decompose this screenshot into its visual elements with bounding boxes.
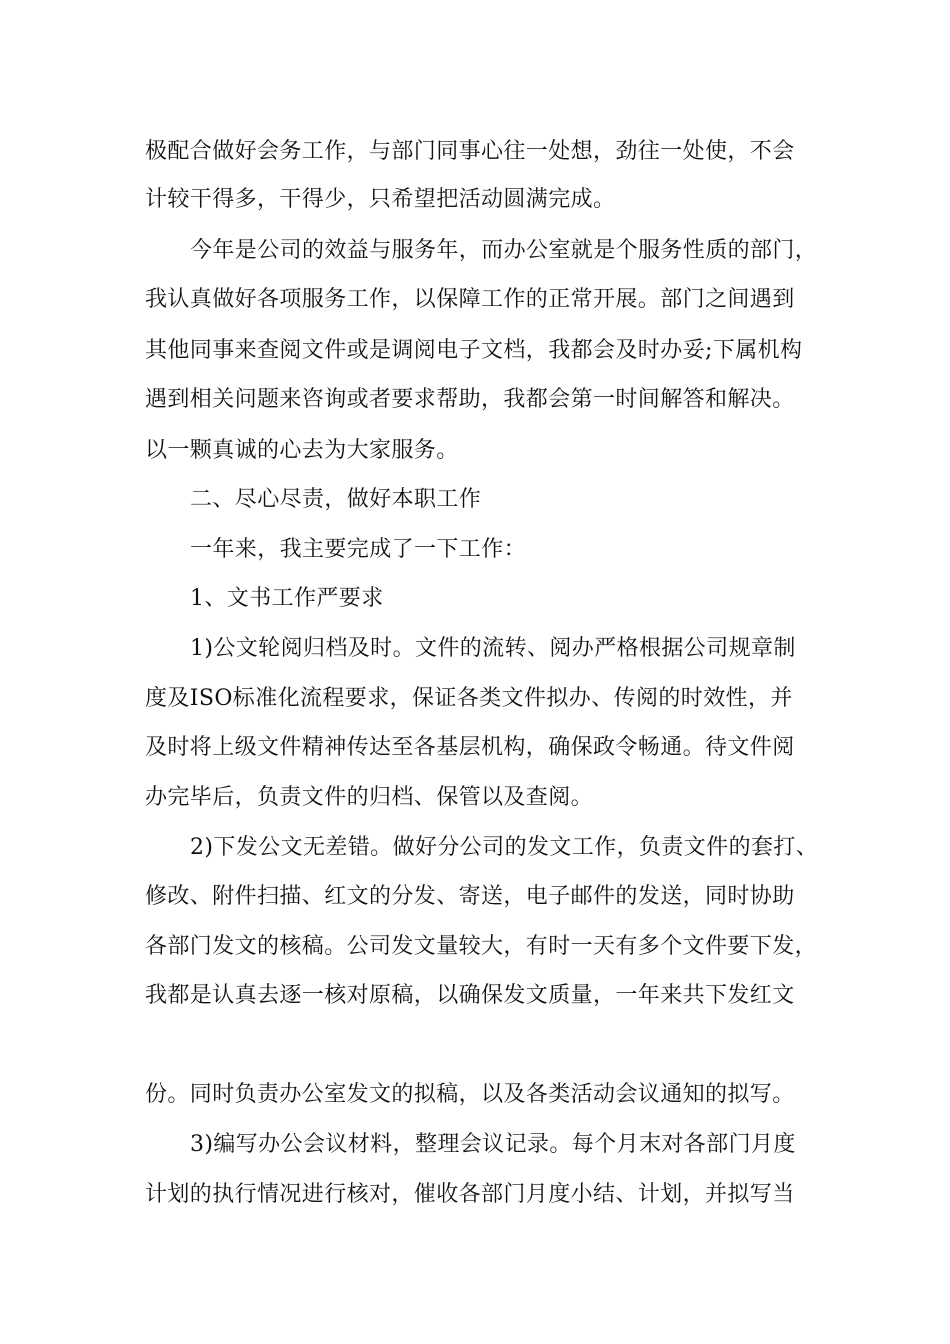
- text-line: 3)编写办公会议材料，整理会议记录。每个月末对各部门月度: [190, 1132, 796, 1157]
- section-heading: 二、尽心尽责，做好本职工作: [190, 487, 482, 512]
- text-line: 极配合做好会务工作，与部门同事心往一处想，劲往一处使，不会: [145, 139, 795, 164]
- text-line: 及时将上级文件精神传达至各基层机构，确保政令畅通。待文件阅: [145, 735, 795, 760]
- text-line: 度及ISO标准化流程要求，保证各类文件拟办、传阅的时效性，并: [145, 686, 793, 711]
- text-line: 今年是公司的效益与服务年，而办公室就是个服务性质的部门，: [190, 238, 818, 263]
- text-line: 其他同事来查阅文件或是调阅电子文档，我都会及时办妥;下属机构: [145, 338, 803, 363]
- text-line: 遇到相关问题来咨询或者要求帮助，我都会第一时间解答和解决。: [145, 387, 795, 412]
- text-line: 计划的执行情况进行核对，催收各部门月度小结、计划，并拟写当: [145, 1182, 795, 1207]
- text-line: 我都是认真去逐一核对原稿，以确保发文质量，一年来共下发红文: [145, 983, 795, 1008]
- text-line: 2)下发公文无差错。做好分公司的发文工作，负责文件的套打、: [190, 835, 819, 860]
- text-line: 我认真做好各项服务工作，以保障工作的正常开展。部门之间遇到: [145, 287, 795, 312]
- text-line: 以一颗真诚的心去为大家服务。: [145, 438, 459, 463]
- text-line: 修改、附件扫描、红文的分发、寄送，电子邮件的发送，同时协助: [145, 884, 795, 909]
- text-line: 一年来，我主要完成了一下工作：: [190, 537, 527, 562]
- text-line: 计较干得多，干得少，只希望把活动圆满完成。: [145, 187, 616, 212]
- text-line: 办完毕后，负责文件的归档、保管以及查阅。: [145, 785, 594, 810]
- text-line: 1)公文轮阅归档及时。文件的流转、阅办严格根据公司规章制: [190, 636, 796, 661]
- text-line: 各部门发文的核稿。公司发文量较大，有时一天有多个文件要下发，: [145, 934, 818, 959]
- text-line: 份。同时负责办公室发文的拟稿，以及各类活动会议通知的拟写。: [145, 1082, 795, 1107]
- subsection-heading: 1、文书工作严要求: [190, 586, 384, 611]
